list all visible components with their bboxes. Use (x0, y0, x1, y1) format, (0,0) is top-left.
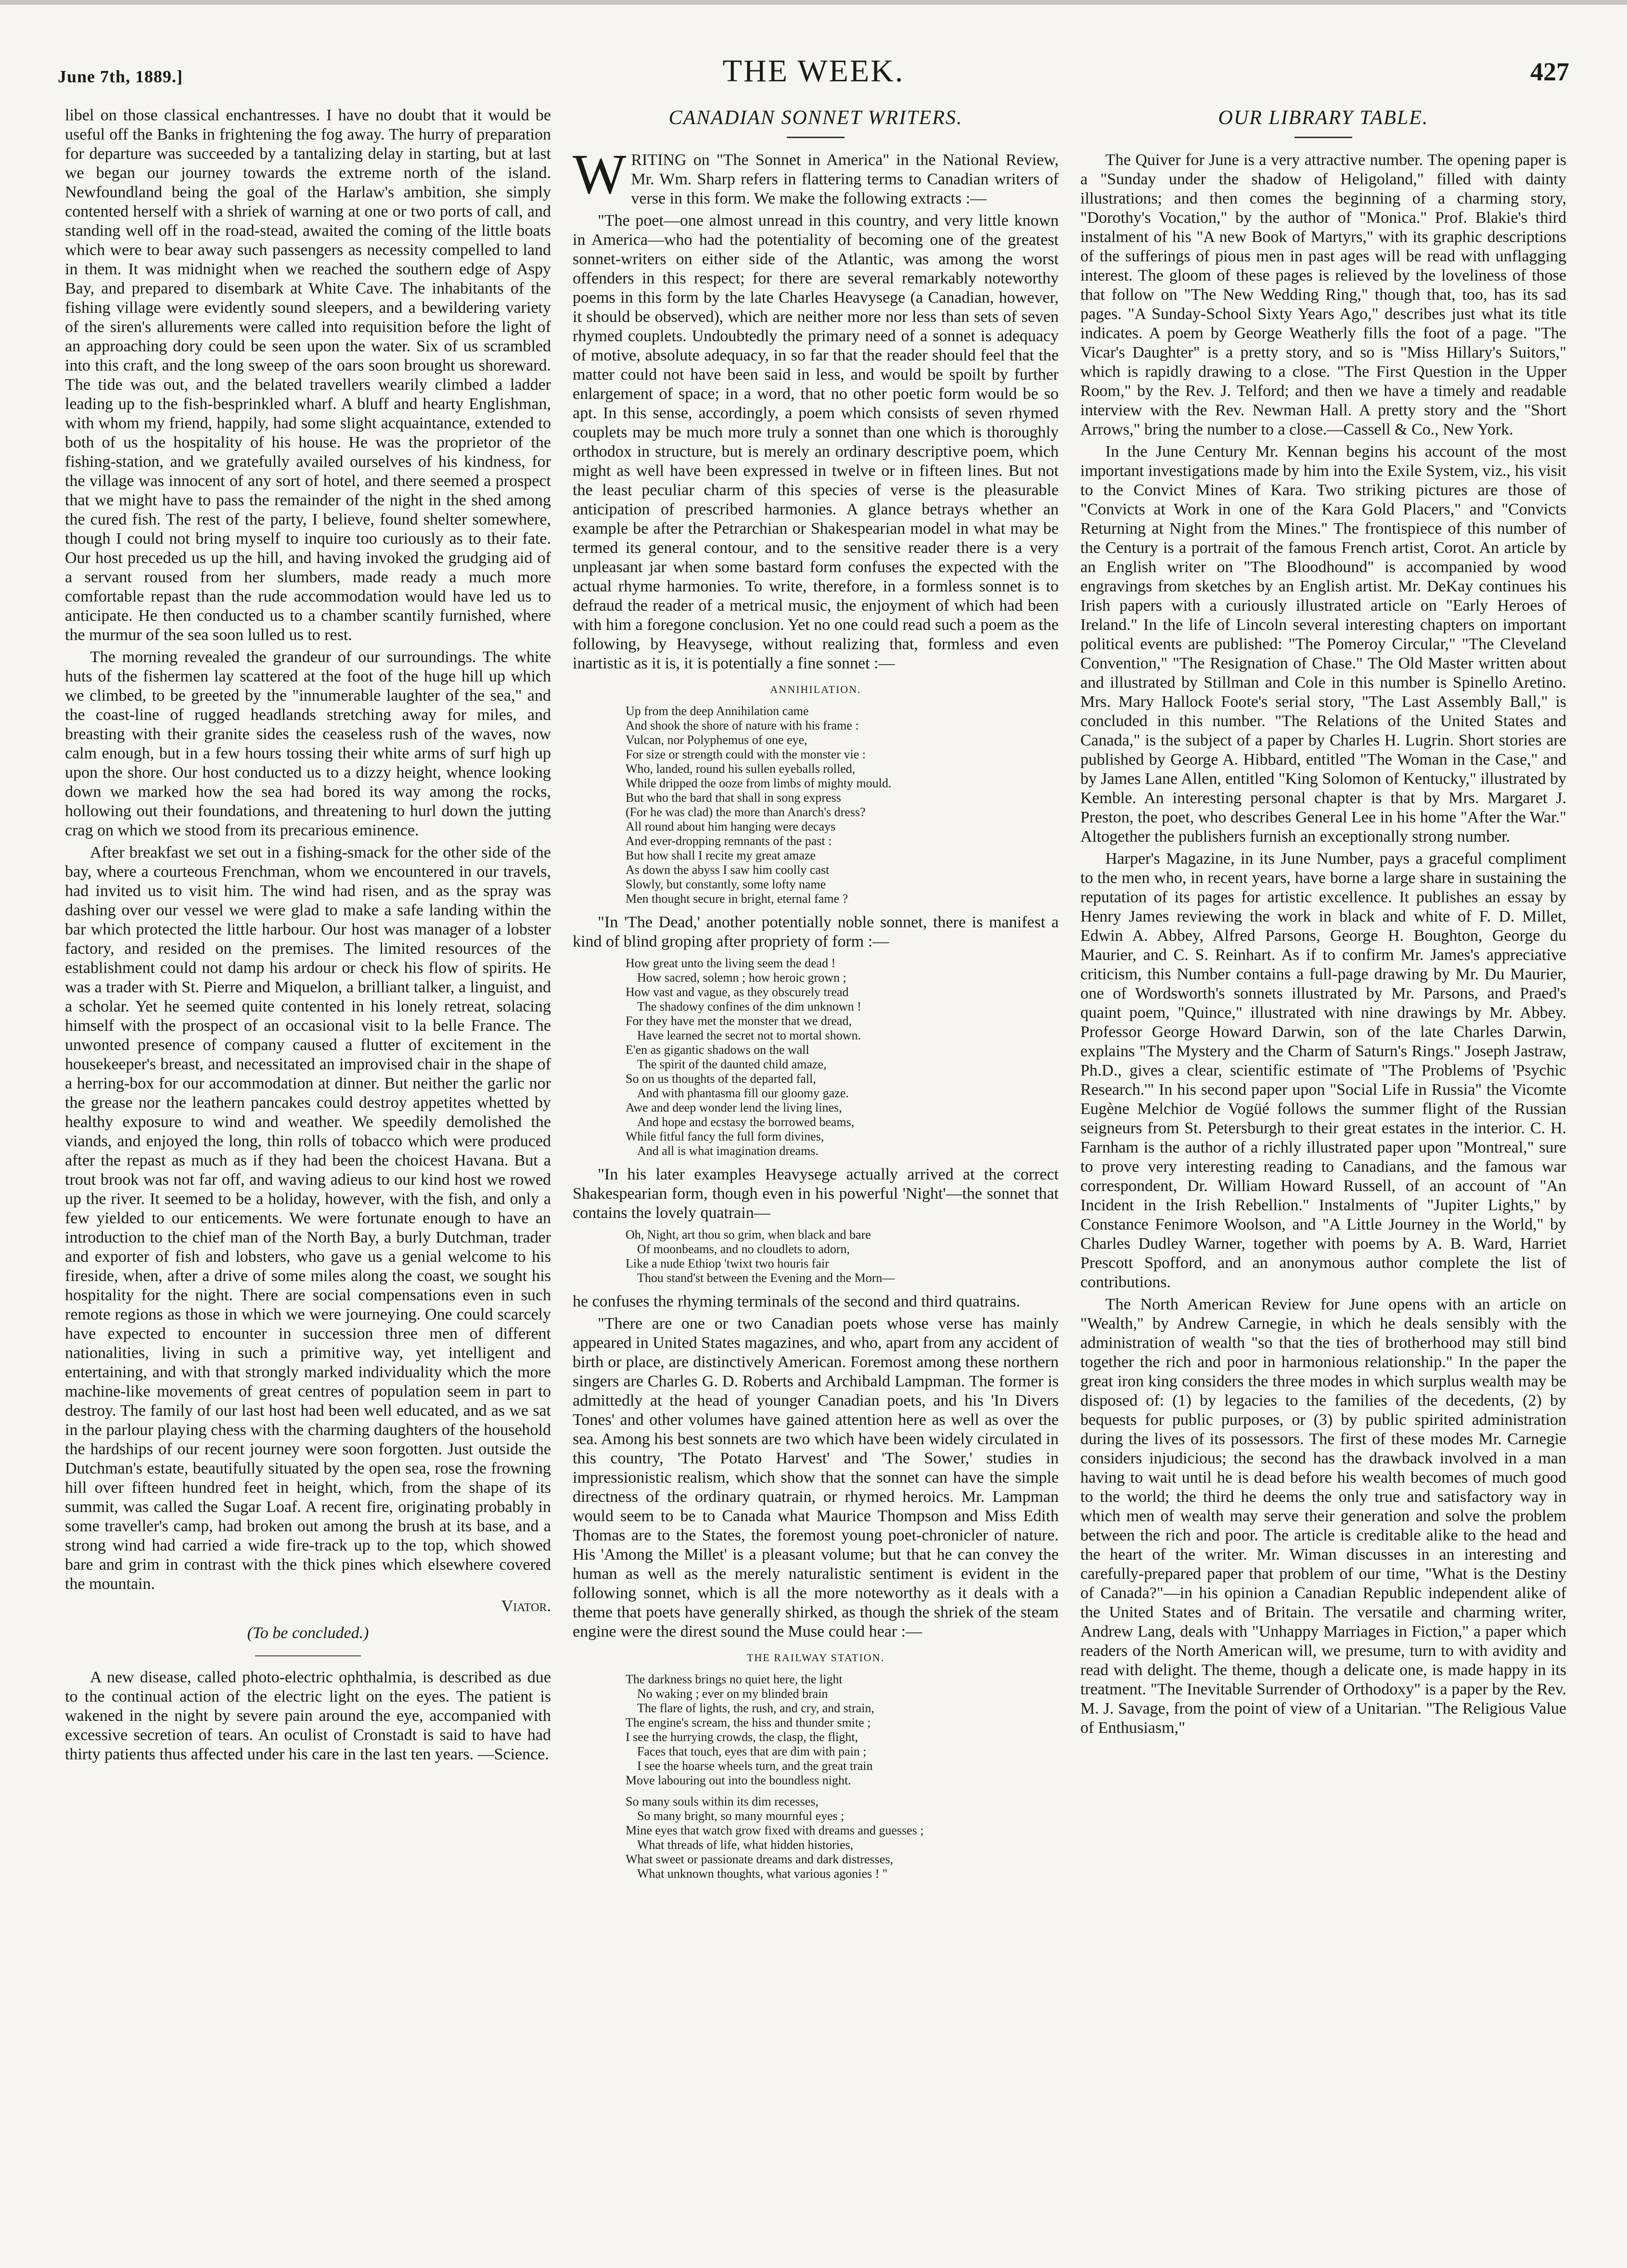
poem-line: Move labouring out into the boundless night. (626, 1773, 851, 1787)
article-paragraph: libel on those classical enchantresses. I have no doubt that it would be useful off the Banks in frightening the fog away. The hurry of preparation for departure was succeeded by a tantalizing delay in starting, but at last we began our journey towards the extreme north of the island. Newfoundland being the goal of the Harlaw's ambition, she simply contented herself with a shriek of warning at one or two ports of call, and standing well off in the road-stead, awaited the coming of the little boats which were to bear away such passengers as necessity compelled to land in them. It was midnight when we reached the southern edge of Aspy Bay, and prepared to disembark at White Cave. The inhabitants of the fishing village were evidently sound sleepers, and a bewildering variety of the siren's allurements were called into requisition before the light of an approaching dory could be seen upon the water. Six of us scrambled into this craft, and the long sweep of the oars soon brought us shoreward. The tide was out, and the belated travellers wearily climbed a ladder leading up to the fish-besprinkled wharf. A bluff and hearty Englishman, with whom my friend, happily, had some slight acquaintance, extended to both of us the hospitality of his house. He was the proprietor of the fishing-station, and we gratefully availed ourselves of his kindness, for the village was innocent of any sort of hotel, and there seemed a prospect that we might have to pass the remainder of the night in the shed among the cured fish. The rest of the party, I believe, found shelter somewhere, though I could not bring myself to inquire too curiously as to their fate. Our host preceded us up the hill, and having invoked the grudging aid of a servant roused from her slumbers, made ready a much more comfortable repast than the rude accommodation would have led us to anticipate. He then conducted us to a chamber scantily furnished, where the murmur of the sea soon lulled us to rest. (65, 106, 551, 644)
poem-line: So many bright, so many mournful eyes ; (637, 1809, 845, 1823)
section-divider (255, 1655, 361, 1656)
poem-line: And ever-dropping remnants of the past : (626, 834, 832, 848)
poem-line: No waking ; ever on my blinded brain (637, 1687, 828, 1701)
poem-line: Awe and deep wonder lend the living lines, (626, 1101, 842, 1115)
quoted-paragraph: "The poet—one almost unread in this country, and very little known in America—who had the potentiality of becoming one of the greatest sonnet-writers on either side of the Atlantic, was among the worst offenders in this respect; for there are several remarkably noteworthy poems in this form by the late Charles Heavysege (a Canadian, however, it should be observed), which are neither more nor less than sets of seven rhymed couplets. Undoubtedly the primary need of a sonnet is adequacy of motive, absolute adequacy, in so far that the reader should feel that the matter could not have been said in less, and would be spoilt by further enlargement of space; in a word, that no other poetic form would be so apt. In this sense, accordingly, a poem which consists of seven rhymed couplets may be much more truly a sonnet than one which is thoroughly orthodox in structure, but is merely an ordinary descriptive poem, which might as well have been expressed in twelve or in fifteen lines. But not the least peculiar charm of this species of verse is the pleasurable anticipation of prescribed harmonies. A glance betrays whether an example be after the Petrarchian or Shakespearian model in what may be termed its general contour, and to the sensitive reader there is a very unpleasant jar when some bastard form confuses the expected with the actual rhyme harmonies. To write, therefore, in a formless sonnet is to defraud the reader of a metrical music, the enjoyment of which had been with him a foregone conclusion. Yet no one could read such a poem as the following, by Heavysege, without realizing that, formless and even inartistic as it is, it is potentially a fine sonnet :— (573, 212, 1059, 672)
poem-line: And hope and ecstasy the borrowed beams, (637, 1115, 855, 1129)
column-1 (65, 106, 551, 2233)
article-paragraph: After breakfast we set out in a fishing-smack for the other side of the bay, where a courteous Frenchman, whom we encountered in our travels, had invited us to visit him. The wind had risen, and as the spray was dashing over our vessel we were glad to make a safe landing within the bar which protected the little harbour. Our host was manager of a lobster factory, and resided on the premises. The limited resources of the establishment could not damp his ardour or check his flow of spirits. He was a trader with St. Pierre and Miquelon, a brilliant talker, a linguist, and a scholar. Yet he seemed quite contented in his lonely retreat, solacing himself with the prospect of an occasional visit to la belle France. The unwonted presence of company caused a flutter of excitement in the housekeeper's breast, and necessitated an improvised chair in the shape of a herring-box for our accommodation at dinner. But neither the garlic nor the grease nor the leathern pancakes could destroy appetites whetted by healthy exposure to wind and weather. We speedily demolished the viands, and enjoyed the long, thin rolls of tobacco which were produced after the repast as much as if they had been the choicest Havana. But a trout brook was not far off, and waving adieus to our kind host we rowed up the river. It seemed to be a holiday, however, with the fish, and only a few yielded to our enticements. We were fortunate enough to have an introduction to the chief man of the North Bay, a burly Dutchman, trader and exporter of fish and lobsters, who gave us a genial welcome to his fireside, when, after a drive of some miles along the coast, we sought his hospitality for the night. There are social compensations even in such remote regions as those in which we were journeying. One could scarcely have expected to encounter in succession three men of different nationalities, living in such a primitive way, yet intelligent and entertaining, and with that strongly marked individuality which the more machine-like movements of great centres of population seem in part to destroy. The family of our last host had been well educated, and as we sat in the parlour playing chess with the charming daughters of the household the hardships of our recent journey were soon forgotten. Just outside the Dutchman's estate, beautifully situated by the open sea, rose the frowning hill over fifteen hundred feet in height, which, from the shape of its summit, was called the Sugar Loaf. A recent fire, originating probably in some traveller's camp, had broken out among the brush at its base, and a strong wind had carried a wide fire-track up to the top, which showed bare and grim in contrast with the thick pines which elsewhere covered the mountain. (65, 844, 551, 1593)
quoted-paragraph: he confuses the rhyming terminals of the second and third quatrains. (573, 1293, 1021, 1310)
review-paragraph: In the June Century Mr. Kennan begins his account of the most important investigations made by him into the Exile System, viz., his visit to the Convict Mines of Kara. Two striking pictures are those of "Convicts at Work in one of the Kara Gold Placers," and "Convicts Returning at Night from the Mines." The frontispiece of this number of the Century is a portrait of the famous French artist, Corot. An article by an English writer on "The Bloodhound" is accompanied by wood engravings from sketches by an English artist. Mr. DeKay continues his Irish papers with a curiously illustrated article on "Early Heroes of Ireland." In the life of Lincoln several interesting chapters on important political events are published: "The Pomeroy Circular," "The Cleveland Convention," "The Resignation of Chase." The Old Master written about and illustrated by Stillman and Cole in this number is Spinello Aretino. Mrs. Mary Hallock Foote's serial story, "The Last Assembly Ball," is concluded in this number. "The Relations of the United States and Canada," is the subject of a paper by Charles H. Lugrin. Short stories are published by George A. Hibbard, entitled "The Woman in the Case," and by James Lane Allen, entitled "King Solomon of Kentucky," illustrated by Kemble. An interesting personal chapter is that by Mrs. Margaret J. Preston, the poet, who describes General Lee in his home "After the War." Altogether the publishers furnish an exceptionally strong number. (1080, 443, 1566, 846)
news-item-paragraph: A new disease, called photo-electric ophthalmia, is described as due to the continual action of the electric light on the eyes. The patient is wakened in the night by severe pain around the eye, accompanied with excessive secretion of tears. An oculist of Cronstadt is said to have had thirty patients thus affected under his care in the last ten years. —Science. (65, 1668, 551, 1763)
drop-cap: W (573, 142, 627, 205)
poem-night-quatrain (626, 1228, 1059, 1285)
poem-line: All round about him hanging were decays (626, 820, 836, 833)
poem-line: E'en as gigantic shadows on the wall (626, 1043, 809, 1057)
poem-line: (For he was clad) the more than Anarch's dress? (626, 805, 866, 819)
poem-line: Thou stand'st between the Evening and the Morn— (637, 1271, 895, 1285)
poem-annihilation (626, 704, 1059, 906)
poem-line: The spirit of the daunted child amaze, (637, 1057, 827, 1071)
section-title: OUR LIBRARY TABLE. (1218, 107, 1429, 129)
poem-line: The shadowy confines of the dim unknown ! (637, 999, 861, 1013)
scan-top-edge (0, 0, 1627, 5)
poem-line: What sweet or passionate dreams and dark distresses, (626, 1852, 893, 1866)
poem-railway-station (626, 1672, 1059, 1881)
article-paragraph: The morning revealed the grandeur of our surroundings. The white huts of the fishermen lay scattered at the foot of the huge hill up which we climbed, to be greeted by the "innumerable laughter of the sea," and the coast-line of rugged headlands stretching away for miles, and breasting with their granite sides the ceaseless rush of the waves, now calm enough, but in a few hours tossing their white arms of surf high up upon the shore. Our host conducted us to a dizzy height, whence looking down we marked how the sea had bored its way among the rocks, hollowing out their foundations, and threatening to hurl down the jutting crag on which we stood from its precarious eminence. (65, 648, 551, 839)
poem-line: Vulcan, nor Polyphemus of one eye, (626, 733, 807, 747)
poem-line: Have learned the secret not to mortal shown. (637, 1028, 861, 1042)
quoted-paragraph: "There are one or two Canadian poets whose verse has mainly appeared in United States magazines, and who, apart from any accident of birth or place, are distinctively American. Foremost among these northern singers are Charles G. D. Roberts and Archibald Lampman. The former is admittedly at the head of younger Canadian poets, and his 'In Divers Tones' and other volumes have gained attention here as well as over the sea. Among his best sonnets are two which have been widely circulated in this country, 'The Potato Harvest' and 'The Sower,' studies in impressionistic realism, which show that the sonnet can have the simple directness of the ordinary quatrain, or rhymed heroics. Mr. Lampman would seem to be to Canada what Maurice Thompson and Miss Edith Thomas are to the States, the foremost young poet-chronicler of nature. His 'Among the Millet' is a pleasant volume; but that he can convey the human as well as the merely naturalistic sentiment is evident in the following sonnet, which is all the more noteworthy as it deals with a theme that poets have generally shirked, as though the shriek of the steam engine were the direst sound the Muse could hear :— (573, 1315, 1059, 1640)
quoted-paragraph: "In 'The Dead,' another potentially noble sonnet, there is manifest a kind of blind groping after propriety of form :— (573, 913, 1059, 950)
poem-line: I see the hoarse wheels turn, and the great train (637, 1759, 873, 1773)
poem-line: Men thought secure in bright, eternal fame ? (626, 892, 848, 906)
title-rule (1294, 137, 1352, 138)
to-be-concluded-note: (To be concluded.) (247, 1624, 369, 1642)
poem-line: Like a nude Ethiop 'twixt two houris fair (626, 1256, 829, 1270)
title-rule (787, 137, 845, 138)
poem-line: As down the abyss I saw him coolly cast (626, 863, 830, 877)
poem-line: But how shall I recite my great amaze (626, 848, 816, 862)
poem-line: The engine's scream, the hiss and thunder smite ; (626, 1716, 871, 1730)
poem-line: What threads of life, what hidden histories, (637, 1838, 854, 1852)
page-number: 427 (1530, 57, 1569, 86)
poem-line: Slowly, but constantly, some lofty name (626, 877, 826, 891)
poem-title: ANNIHILATION. (770, 683, 861, 695)
poem-line: Faces that touch, eyes that are dim with pain ; (637, 1744, 867, 1758)
article-paragraph (573, 142, 1059, 208)
poem-line: And with phantasma fill our gloomy gaze. (637, 1086, 849, 1100)
poem-line: And all is what imagination dreams. (637, 1144, 819, 1158)
masthead-title: THE WEEK. (722, 53, 905, 89)
quoted-paragraph: "In his later examples Heavysege actually arrived at the correct Shakespearian form, though even in his powerful 'Night'—the sonnet that contains the lovely quatrain— (573, 1166, 1059, 1222)
review-paragraph: Harper's Magazine, in its June Number, pays a graceful compliment to the men who, in recent years, have borne a large share in sustaining the reputation of its pages for artistic excellence. It publishes an essay by Henry James reviewing the work in black and white of F. D. Millet, Edwin A. Abbey, Alfred Parsons, George H. Boughton, George du Maurier, and C. S. Reinhart. As if to confirm Mr. James's appreciative criticism, this Number contains a full-page drawing by Mr. Du Maurier, one of Wordsworth's sonnets illustrated by Mr. Parsons, and Praed's quaint poem, "Quince," illustrated with nine drawings by Mr. Abbey. Professor George Howard Darwin, son of the late Charles Darwin, explains "The Mystery and the Charm of Saturn's Rings." Joseph Jastraw, Ph.D., gives a clear, scientific estimate of "The Problems of 'Psychic Research.'" In his second paper upon "Social Life in Russia" the Vicomte Eugène Melchior de Vogüé follows the summer flight of the Russian seigneurs from St. Petersburgh to their great estates in the interior. C. H. Farnham is the author of a richly illustrated paper upon "Montreal," sure to prove very interesting reading to Canadians, and the famous war correspondent, Dr. William Howard Russell, of an account of "An Incident in the Irish Rebellion." Instalments of "Jupiter Lights," by Constance Fenimore Woolson, and "A Little Journey in the World," by Charles Dudley Warner, together with poems by A. B. Ward, Harriet Prescott Spofford, and an anonymous author complete the list of contributions. (1080, 850, 1566, 1291)
poem-line: For they have met the monster that we dread, (626, 1014, 852, 1028)
poem-line: How sacred, solemn ; how heroic grown ; (637, 971, 846, 985)
poem-line: I see the hurrying crowds, the clasp, the flight, (626, 1730, 858, 1744)
poem-line: What unknown thoughts, what various agonies ! " (637, 1867, 888, 1881)
poem-line: For size or strength could with the monster vie : (626, 747, 866, 761)
section-title: CANADIAN SONNET WRITERS. (668, 107, 963, 129)
review-paragraph: The North American Review for June opens with an article on "Wealth," by Andrew Carnegie, in which he deals sensibly with the administration of wealth "so that the ties of brotherhood may still bind together the rich and poor in harmonious relationship." In the paper the great iron king considers the three modes in which surplus wealth may be disposed of: (1) by legacies to the families of the decedents, (2) by bequests for public purposes, or (3) by public spirited administration during the lives of its possessors. The first of these modes Mr. Carnegie considers injudicious; the second has the drawback involved in a man having to wait until he is dead before his wealth becomes of much good to the world; the third he deems the only true and satisfactory way in which men of wealth may serve their generation and solve the problem between the rich and poor. The article is creditable alike to the head and the heart of the writer. Mr. Wiman discusses in an interesting and carefully-prepared paper that problem of our time, "What is the Destiny of Canada?"—in his opinion a Canadian Republic independent alike of the United States and of Britain. The versatile and charming writer, Andrew Lang, deals with "Unhappy Marriages in Fiction," a paper which readers of the North American will, we presume, turn to with avidity and read with delight. The theme, though a delicate one, is made happy in its treatment. "The Inevitable Surrender of Orthodoxy" is a paper by the Rev. M. J. Savage, from the point of view of a Unitarian. "The Religious Value of Enthusiasm," (1080, 1295, 1566, 1737)
poem-line: So on us thoughts of the departed fall, (626, 1072, 816, 1086)
author-signature: Viator. (501, 1597, 551, 1615)
opening-text: RITING on "The Sonnet in America" in the National Review, Mr. Wm. Sharp refers in flattering terms to Canadian writers of verse in this form. We make the following extracts :— (631, 151, 1059, 207)
poem-title: THE RAILWAY STATION. (746, 1652, 885, 1664)
poem-line: While dripped the ooze from limbs of mighty mould. (626, 776, 892, 790)
poem-line: But who the bard that shall in song express (626, 791, 841, 805)
poem-line: While fitful fancy the full form divines, (626, 1129, 824, 1143)
poem-line: How great unto the living seem the dead ! (626, 956, 836, 970)
page-header (58, 48, 1569, 101)
poem-the-dead (626, 956, 1059, 1158)
poem-line: Who, landed, round his sullen eyeballs rolled, (626, 762, 856, 776)
poem-line: The darkness brings no quiet here, the light (626, 1672, 843, 1686)
column-3 (1080, 106, 1566, 2233)
poem-line: And shook the shore of nature with his frame : (626, 718, 859, 732)
poem-line: Up from the deep Annihilation came (626, 704, 809, 718)
poem-line: Of moonbeams, and no cloudlets to adorn, (637, 1242, 850, 1256)
issue-date: June 7th, 1889.] (58, 67, 183, 86)
poem-line: How vast and vague, as they obscurely tread (626, 985, 849, 999)
poem-line: So many souls within its dim recesses, (626, 1794, 819, 1808)
review-paragraph: The Quiver for June is a very attractive number. The opening paper is a "Sunday under the shadow of Heligoland," filled with dainty illustrations; and then comes the beginning of a charming story, "Dorothy's Vocation," by the author of "Monica." Prof. Blakie's third instalment of his "A new Book of Martyrs," with its graphic descriptions of the sufferings of pious men in past ages will be read with unflagging interest. The gloom of these pages is relieved by the loveliness of those that follow on "The New Wedding Ring," though that, too, has its sad pages. "A Sunday-School Sixty Years Ago," describes just what its title indicates. A poem by George Weatherly fills the foot of a page. "The Vicar's Daughter" is a pretty story, and so is "Miss Hillary's Suitors," which is rapidly drawing to a close. "The First Question in the Upper Room," by the Rev. J. Telford; and then we have a timely and readable interview with the Rev. Newman Hall. A pretty story and the "Short Arrows," bring the number to a close.—Cassell & Co., New York. (1080, 151, 1566, 438)
poem-line: The flare of lights, the rush, and cry, and strain, (637, 1701, 874, 1715)
poem-line: Mine eyes that watch grow fixed with dreams and guesses ; (626, 1823, 924, 1837)
column-2 (573, 106, 1059, 2233)
poem-line: Oh, Night, art thou so grim, when black and bare (626, 1228, 871, 1242)
